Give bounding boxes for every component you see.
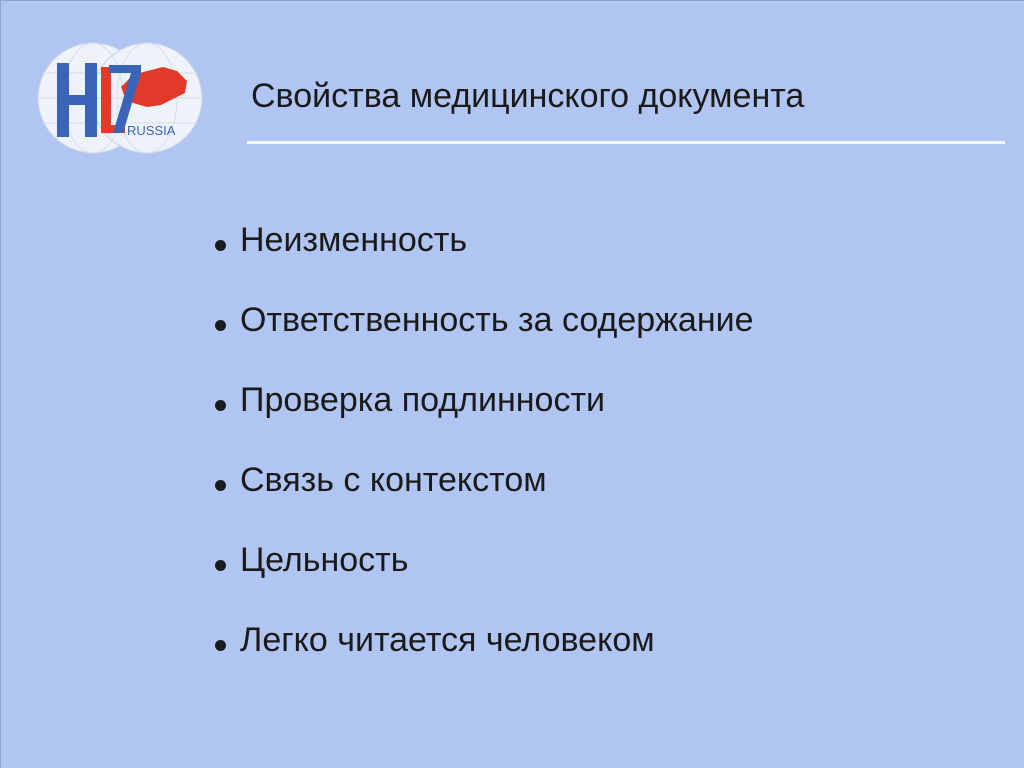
bullet-item [215,461,754,541]
title-divider [247,141,1005,144]
bullet-text: Проверка подлинности [240,381,606,419]
hl7-russia-logo-icon [37,41,203,155]
bullet-item [215,541,754,621]
slide-title: Свойства медицинского документа [251,77,805,115]
bullet-item [215,381,754,461]
bullet-dot-icon [215,320,226,331]
bullet-list [215,221,754,701]
bullet-item [215,301,754,381]
bullet-text: Цельность [240,541,409,579]
bullet-dot-icon [215,640,226,651]
bullet-dot-icon [215,400,226,411]
bullet-dot-icon [215,560,226,571]
bullet-item [215,221,754,301]
bullet-text: Связь с контекстом [240,461,547,499]
bullet-text: Ответственность за содержание [240,301,754,339]
bullet-dot-icon [215,480,226,491]
bullet-item [215,621,754,701]
logo-russia-text: RUSSIA [127,123,176,138]
bullet-text: Неизменность [240,221,468,259]
bullet-dot-icon [215,240,226,251]
bullet-text: Легко читается человеком [240,621,655,659]
